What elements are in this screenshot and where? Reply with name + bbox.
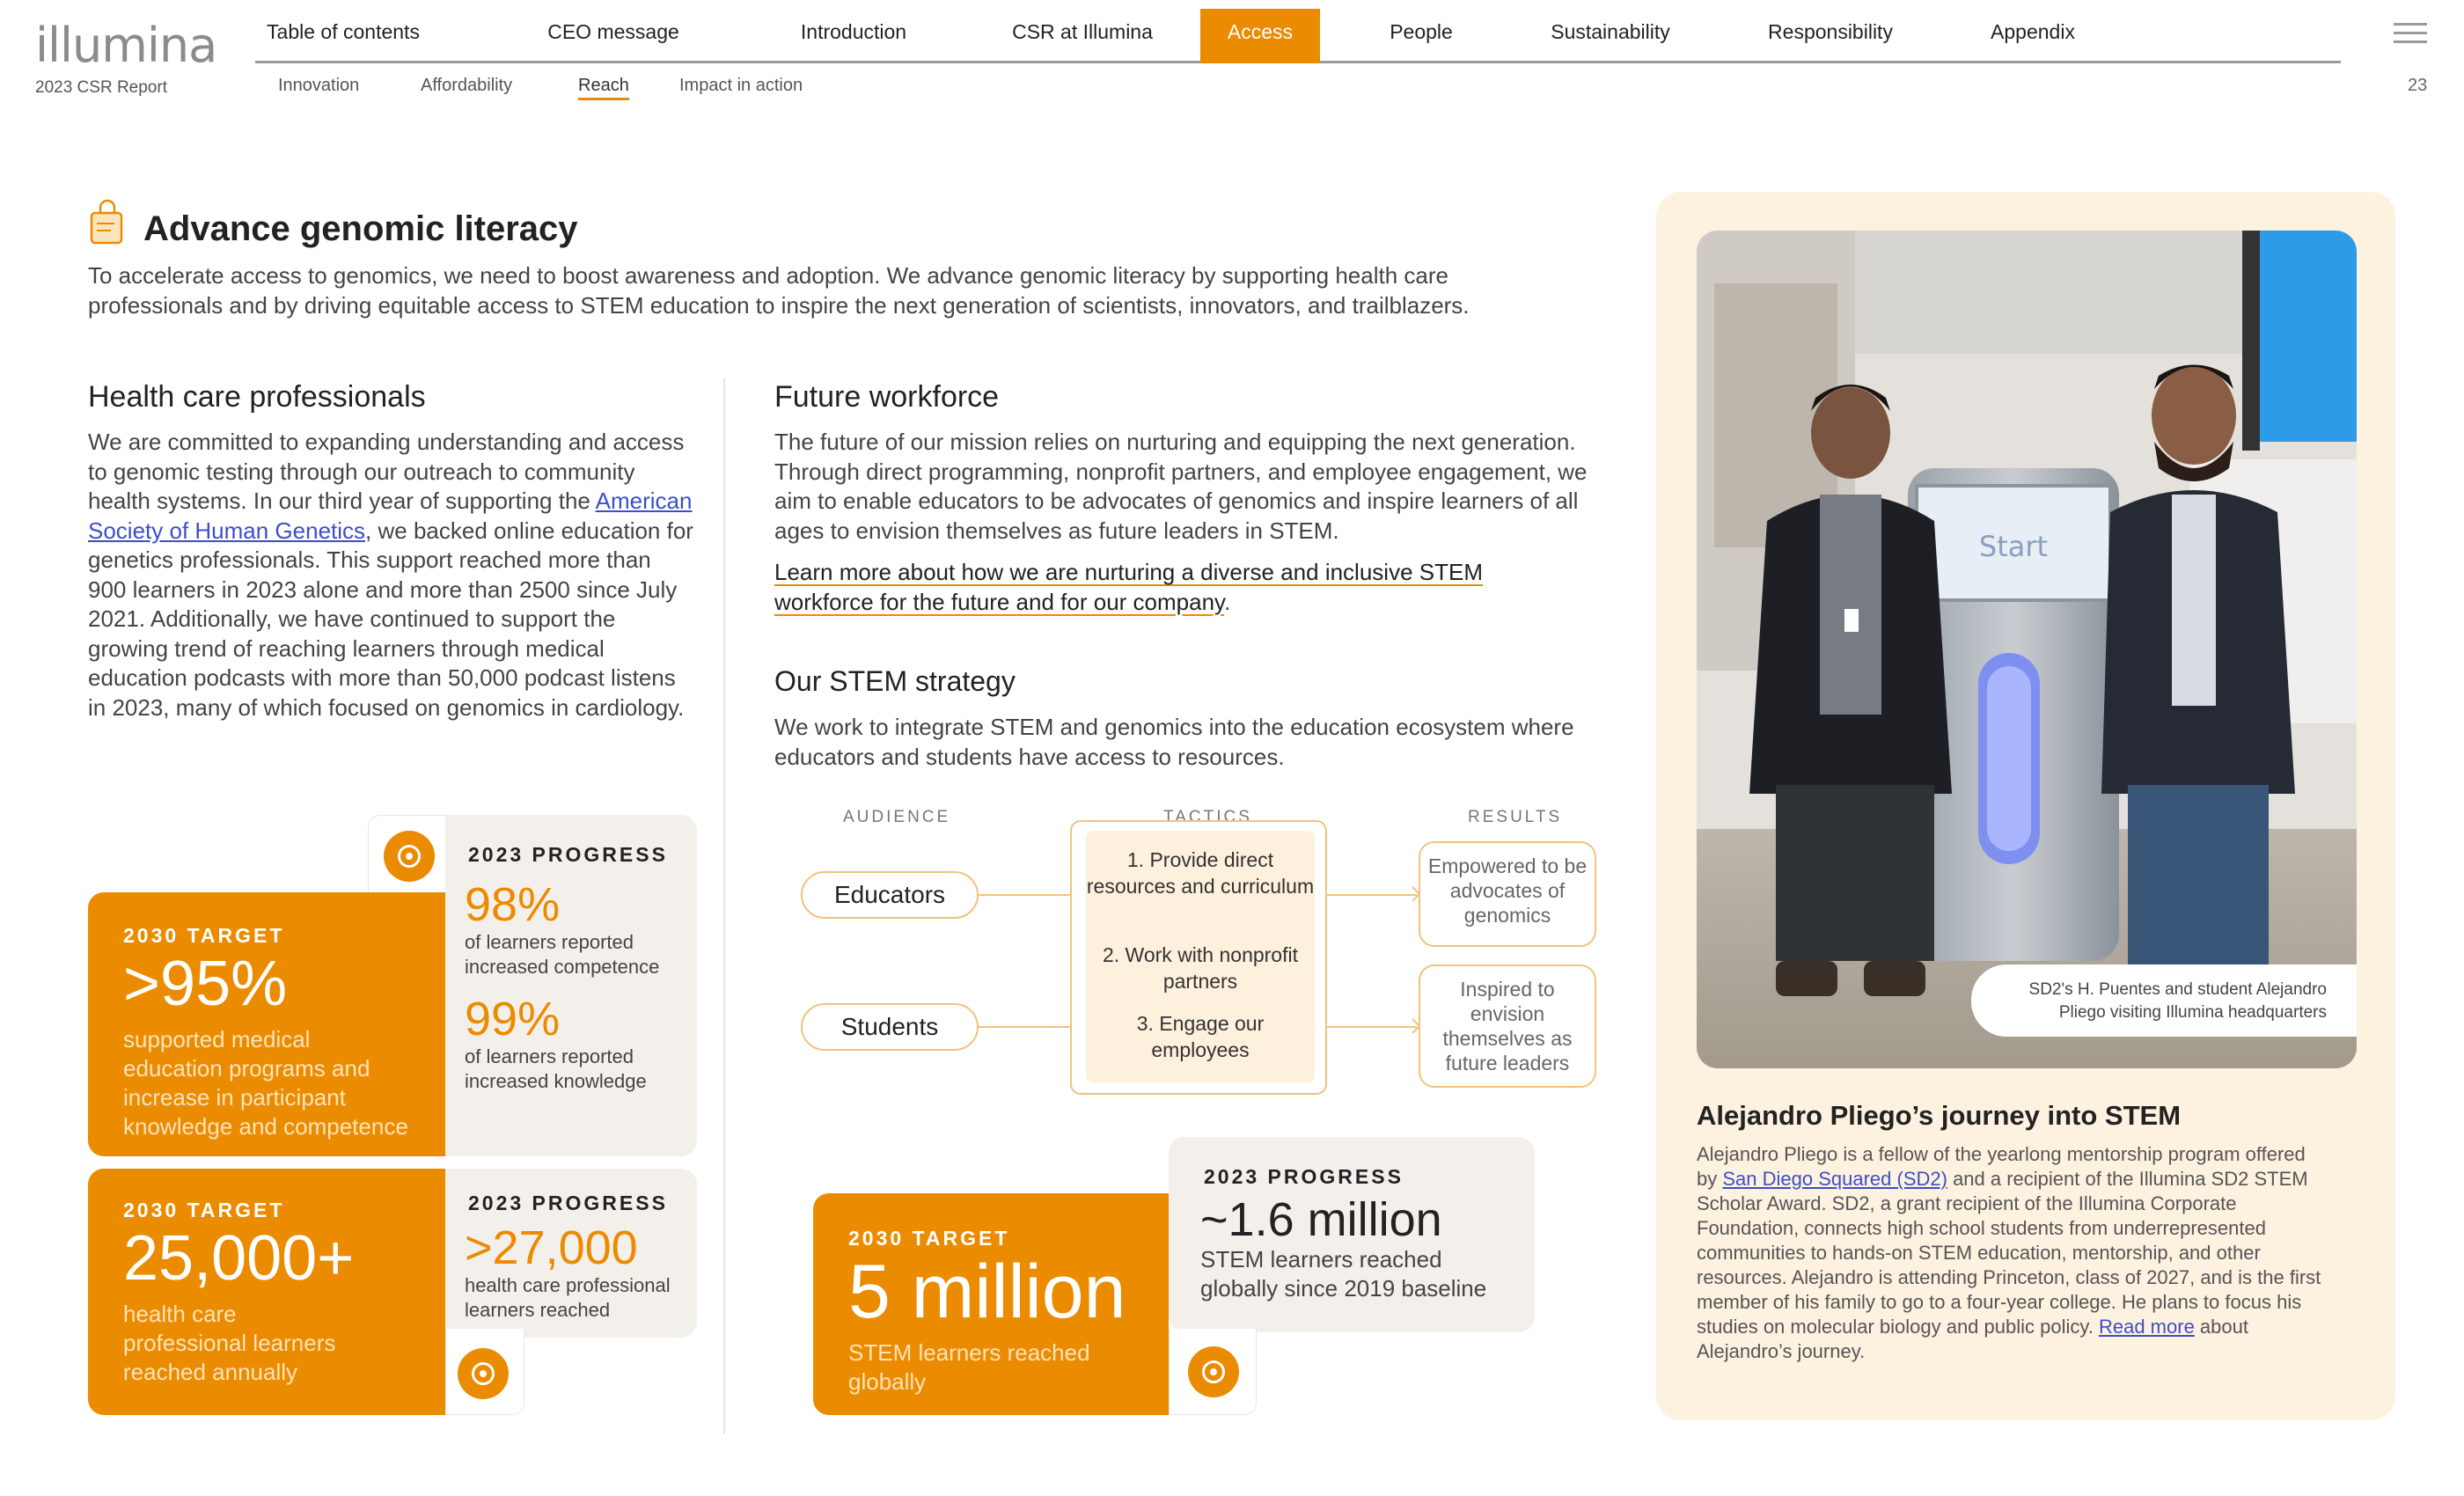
diagram-header-tactics: TACTICS bbox=[1163, 808, 1252, 826]
target-label: 2030 TARGET bbox=[123, 1199, 285, 1221]
progress-value-99: 99% bbox=[465, 993, 561, 1045]
nav-sustainability[interactable]: Sustainability bbox=[1551, 20, 1670, 43]
target-card-1 bbox=[88, 892, 445, 1156]
health-text-before: We are committed to expanding understanding and access to genomic testing through our outreach to community health systems. In our third year of supporting the bbox=[88, 429, 685, 514]
nav-table-of-contents[interactable]: Table of contents bbox=[267, 20, 420, 43]
progress-card-2 bbox=[445, 1169, 697, 1338]
tactic-3: 3. Engage our employees bbox=[1136, 1012, 1265, 1061]
subnav-innovation[interactable]: Innovation bbox=[278, 76, 360, 95]
intro-paragraph: To accelerate access to genomics, we need to boost awareness and adoption. We advance genomic literacy by supporting health care professionals and by driving equitable access to STEM education to inspire the next generation of scientists, innovators, and trailblazers. bbox=[88, 262, 1470, 319]
subnav-affordability[interactable]: Affordability bbox=[421, 76, 513, 95]
nav-csr-at-illumina[interactable]: CSR at Illumina bbox=[1012, 20, 1153, 43]
future-workforce-paragraph: The future of our mission relies on nurturing and equipping the next generation. Through direct programming, nonprofit partners, and employee engagement, we aim to enable educators to be advocates of genomics and inspire learners of all ages to envision themselves as future leaders in STEM. bbox=[774, 429, 1588, 544]
story-text-after: about Alejandro’s journey. bbox=[1697, 1316, 2248, 1362]
progress-card-1 bbox=[445, 815, 697, 1156]
progress-value: ~1.6 million bbox=[1200, 1193, 1442, 1246]
story-text-middle: and a recipient of the Illumina SD2 STEM Scholar Award. SD2, a grant recipient of the Illumina Corporate Foundation, connects high school students from underrepresented communities to hands-on STEM education, mentorship, and other resources. Alejandro is attending Princeton, class of 2027, and is the first member of his family to go to a four-year college. He plans to focus his studies on molecular biology and public policy. bbox=[1697, 1168, 2321, 1338]
target-value: >95% bbox=[123, 949, 288, 1019]
photo-caption: SD2's H. Puentes and student Alejandro Pliego visiting Illumina headquarters bbox=[1971, 964, 2357, 1037]
target-icon bbox=[458, 1348, 509, 1399]
target-desc: health care professional learners reached annually bbox=[123, 1301, 336, 1385]
target-card-2 bbox=[88, 1169, 445, 1415]
link-period: . bbox=[1224, 588, 1231, 615]
nav-introduction[interactable]: Introduction bbox=[800, 20, 907, 43]
target-value: 5 million bbox=[848, 1250, 1126, 1334]
progress-desc: health care professional learners reached bbox=[465, 1274, 671, 1321]
connector-line bbox=[979, 1026, 1070, 1028]
illumina-logo[interactable] bbox=[35, 18, 229, 98]
progress-label: 2023 PROGRESS bbox=[468, 843, 668, 866]
target-icon bbox=[384, 831, 435, 882]
screen-text: Start bbox=[1978, 530, 2049, 563]
progress-desc-competence: of learners reported increased competence bbox=[465, 931, 660, 978]
read-more-link[interactable]: Read more bbox=[2098, 1316, 2195, 1338]
target-desc: STEM learners reached globally bbox=[848, 1339, 1090, 1395]
diagram-header-audience: AUDIENCE bbox=[843, 808, 951, 826]
nav-access[interactable]: Access bbox=[1200, 9, 1320, 63]
nav-ceo-message[interactable]: CEO message bbox=[547, 20, 679, 43]
subnav-reach[interactable]: Reach bbox=[578, 76, 629, 100]
target-value: 25,000+ bbox=[123, 1223, 355, 1294]
result-advocates: Empowered to be advocates of genomics bbox=[1419, 841, 1596, 947]
target-card-3 bbox=[813, 1193, 1169, 1415]
book-lock-icon bbox=[88, 197, 127, 246]
tactic-1: 1. Provide direct resources and curriculum bbox=[1086, 848, 1315, 898]
progress-label: 2023 PROGRESS bbox=[468, 1192, 668, 1214]
subnav-impact-in-action[interactable]: Impact in action bbox=[679, 76, 803, 95]
hamburger-menu-icon[interactable] bbox=[2394, 23, 2427, 46]
story-paragraph bbox=[1697, 1142, 2321, 1364]
tactic-2: 2. Work with nonprofit partners bbox=[1102, 943, 1298, 993]
progress-card-3 bbox=[1169, 1137, 1535, 1332]
page-title: Advance genomic literacy bbox=[143, 209, 578, 248]
story-heading: Alejandro Pliego’s journey into STEM bbox=[1697, 1100, 2182, 1131]
health-text-after: , we backed online education for genetics professionals. This support reached more than 900 learners in 2023 alone and more than 2500 since July 2021. Additionally, we have continued to support the growing trend of reaching learners through medical education podcasts with more than 50,000 podcast listens in 2023, many of which focused on genomics in cardiology. bbox=[88, 517, 693, 721]
stem-workforce-link[interactable]: Learn more about how we are nurturing a diverse and inclusive STEM workforce for the future and for our company bbox=[774, 559, 1483, 615]
story-text-before: Alejandro Pliego is a fellow of the yearlong mentorship program offered by bbox=[1697, 1143, 2306, 1190]
nav-responsibility[interactable]: Responsibility bbox=[1768, 20, 1893, 43]
target-label: 2030 TARGET bbox=[123, 924, 285, 947]
progress-desc: STEM learners reached globally since 2019 baseline bbox=[1200, 1246, 1487, 1302]
diagram-header-results: RESULTS bbox=[1468, 808, 1563, 826]
result-future-leaders: Inspired to envision themselves as future leaders bbox=[1419, 964, 1596, 1088]
column-divider bbox=[723, 378, 725, 1434]
ashg-link[interactable]: American Society of Human Genetics bbox=[88, 488, 693, 544]
connector-line bbox=[1327, 894, 1417, 896]
progress-label: 2023 PROGRESS bbox=[1204, 1165, 1404, 1188]
nav-people[interactable]: People bbox=[1390, 20, 1453, 43]
audience-students: Students bbox=[801, 1003, 979, 1051]
progress-value-98: 98% bbox=[465, 878, 561, 931]
health-care-paragraph bbox=[88, 428, 695, 722]
progress-value: >27,000 bbox=[465, 1221, 638, 1274]
target-icon bbox=[1188, 1346, 1239, 1397]
future-workforce-link-line bbox=[774, 558, 1531, 617]
logo-wordmark: illumina bbox=[35, 18, 217, 73]
report-label: 2023 CSR Report bbox=[35, 78, 167, 97]
progress-desc-knowledge: of learners reported increased knowledge bbox=[465, 1045, 647, 1092]
future-workforce-heading: Future workforce bbox=[774, 380, 1000, 414]
connector-line bbox=[1327, 1026, 1417, 1028]
connector-line bbox=[979, 894, 1070, 896]
target-desc: supported medical education programs and increase in participant knowledge and competence bbox=[123, 1026, 408, 1140]
stem-strategy-heading: Our STEM strategy bbox=[774, 665, 1016, 697]
sd2-link[interactable]: San Diego Squared (SD2) bbox=[1722, 1168, 1947, 1190]
target-label: 2030 TARGET bbox=[848, 1227, 1010, 1250]
story-photo bbox=[1697, 231, 2357, 1068]
audience-educators: Educators bbox=[801, 871, 979, 919]
top-navigation bbox=[255, 9, 2341, 63]
page-number: 23 bbox=[2408, 76, 2428, 95]
health-care-heading: Health care professionals bbox=[88, 380, 426, 414]
photo-illustration bbox=[1697, 231, 2357, 1068]
nav-appendix[interactable]: Appendix bbox=[1991, 20, 2075, 43]
stem-strategy-paragraph: We work to integrate STEM and genomics into the education ecosystem where educators and students have access to resources. bbox=[774, 714, 1574, 770]
